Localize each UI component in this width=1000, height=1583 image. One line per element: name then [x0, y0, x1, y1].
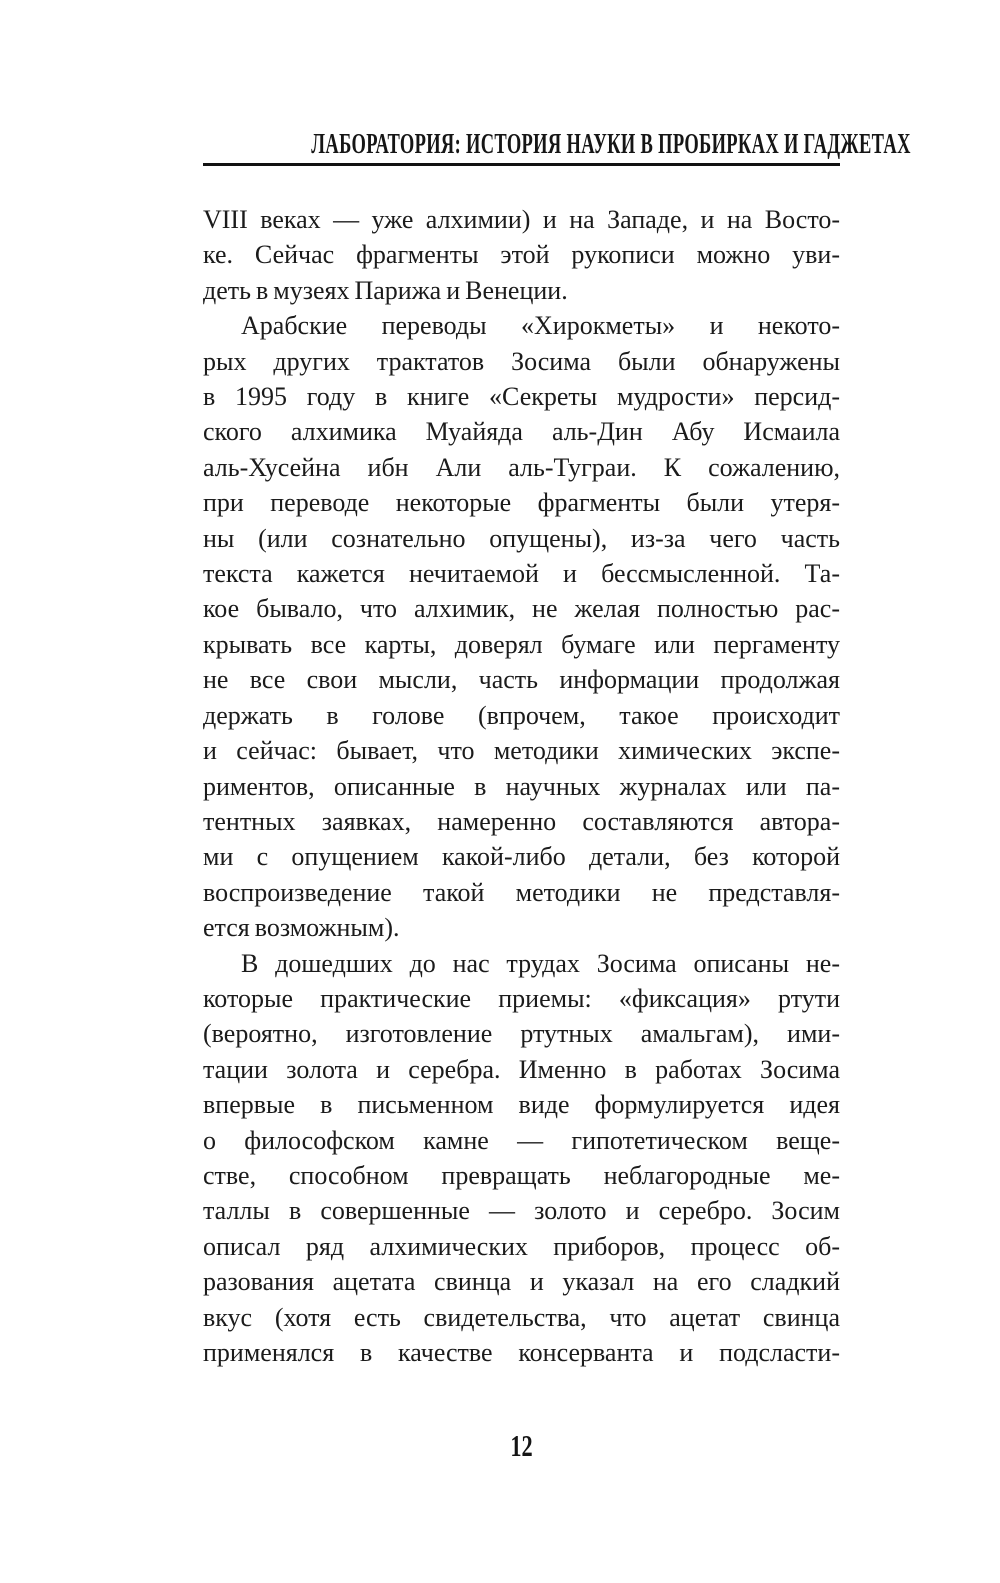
text-line: не все свои мысли, часть информации продолжая [203, 665, 840, 695]
text-line: ми с опущением какой-либо детали, без которой [203, 842, 840, 872]
text-line: впервые в письменном виде формулируется идея [203, 1090, 840, 1120]
text-line: разования ацетата свинца и указал на его сладкий [203, 1267, 840, 1297]
text-line: В дошедших до нас трудах Зосима описаны не- [241, 948, 840, 978]
body-text [203, 202, 840, 1370]
header-rule [203, 163, 840, 166]
paragraph [203, 202, 840, 308]
text-line: рых других трактатов Зосима были обнаружены [203, 346, 840, 376]
running-title: ЛАБОРАТОРИЯ: ИСТОРИЯ НАУКИ В ПРОБИРКАХ И ГАДЖЕТАХ [311, 129, 911, 160]
text-line: риментов, описанные в научных журналах или па- [203, 771, 840, 801]
page-number: 12 [510, 1428, 533, 1463]
text-line: которые практические приемы: «фиксация» ртути [203, 983, 840, 1013]
text-line: (вероятно, изготовление ртутных амальгам), ими- [203, 1019, 840, 1049]
text-line: аль-Хусейна ибн Али аль-Туграи. К сожалению, [203, 452, 840, 482]
text-line: деть в музеях Парижа и Венеции. [203, 275, 568, 305]
text-line: держать в голове (впрочем, такое происходит [203, 700, 840, 730]
text-line: крывать все карты, доверял бумаге или пергаменту [203, 629, 840, 659]
text-line: ется возможным). [203, 913, 400, 943]
text-line: при переводе некоторые фрагменты были утеря- [203, 488, 840, 518]
text-line: вкус (хотя есть свидетельства, что ацетат свинца [203, 1302, 840, 1332]
text-line: тентных заявках, намеренно составляются автора- [203, 806, 840, 836]
text-line: таллы в совершенные — золото и серебро. Зосим [203, 1196, 840, 1226]
text-line: стве, способном превращать неблагородные ме- [203, 1160, 840, 1190]
text-line: в 1995 году в книге «Секреты мудрости» персид- [203, 382, 840, 412]
text-line: и сейчас: бывает, что методики химических экспе- [203, 736, 840, 766]
paragraph [203, 946, 840, 1371]
page-footer [203, 1430, 840, 1462]
paragraph [203, 308, 840, 945]
text-line: тации золота и серебра. Именно в работах Зосима [203, 1054, 840, 1084]
text-line: VIII веках — уже алхимии) и на Западе, и на Восто- [203, 205, 840, 234]
text-line: ке. Сейчас фрагменты этой рукописи можно уви- [203, 240, 840, 270]
text-line: ского алхимика Муайяда аль-Дин Абу Исмаила [203, 417, 840, 447]
text-line: о философском камне — гипотетическом веще- [203, 1125, 840, 1155]
text-line: текста кажется нечитаемой и бессмысленной. Та- [203, 559, 840, 589]
text-line: применялся в качестве консерванта и подсласти- [203, 1338, 840, 1367]
text-line: воспроизведение такой методики не представля- [203, 877, 840, 907]
text-line: кое бывало, что алхимик, не желая полностью рас- [203, 594, 840, 624]
text-line: описал ряд алхимических приборов, процесс об- [203, 1231, 840, 1261]
page-header [203, 129, 911, 166]
text-line: Арабские переводы «Хирокметы» и некото- [241, 311, 840, 341]
text-line: ны (или сознательно опущены), из-за чего часть [203, 523, 840, 553]
